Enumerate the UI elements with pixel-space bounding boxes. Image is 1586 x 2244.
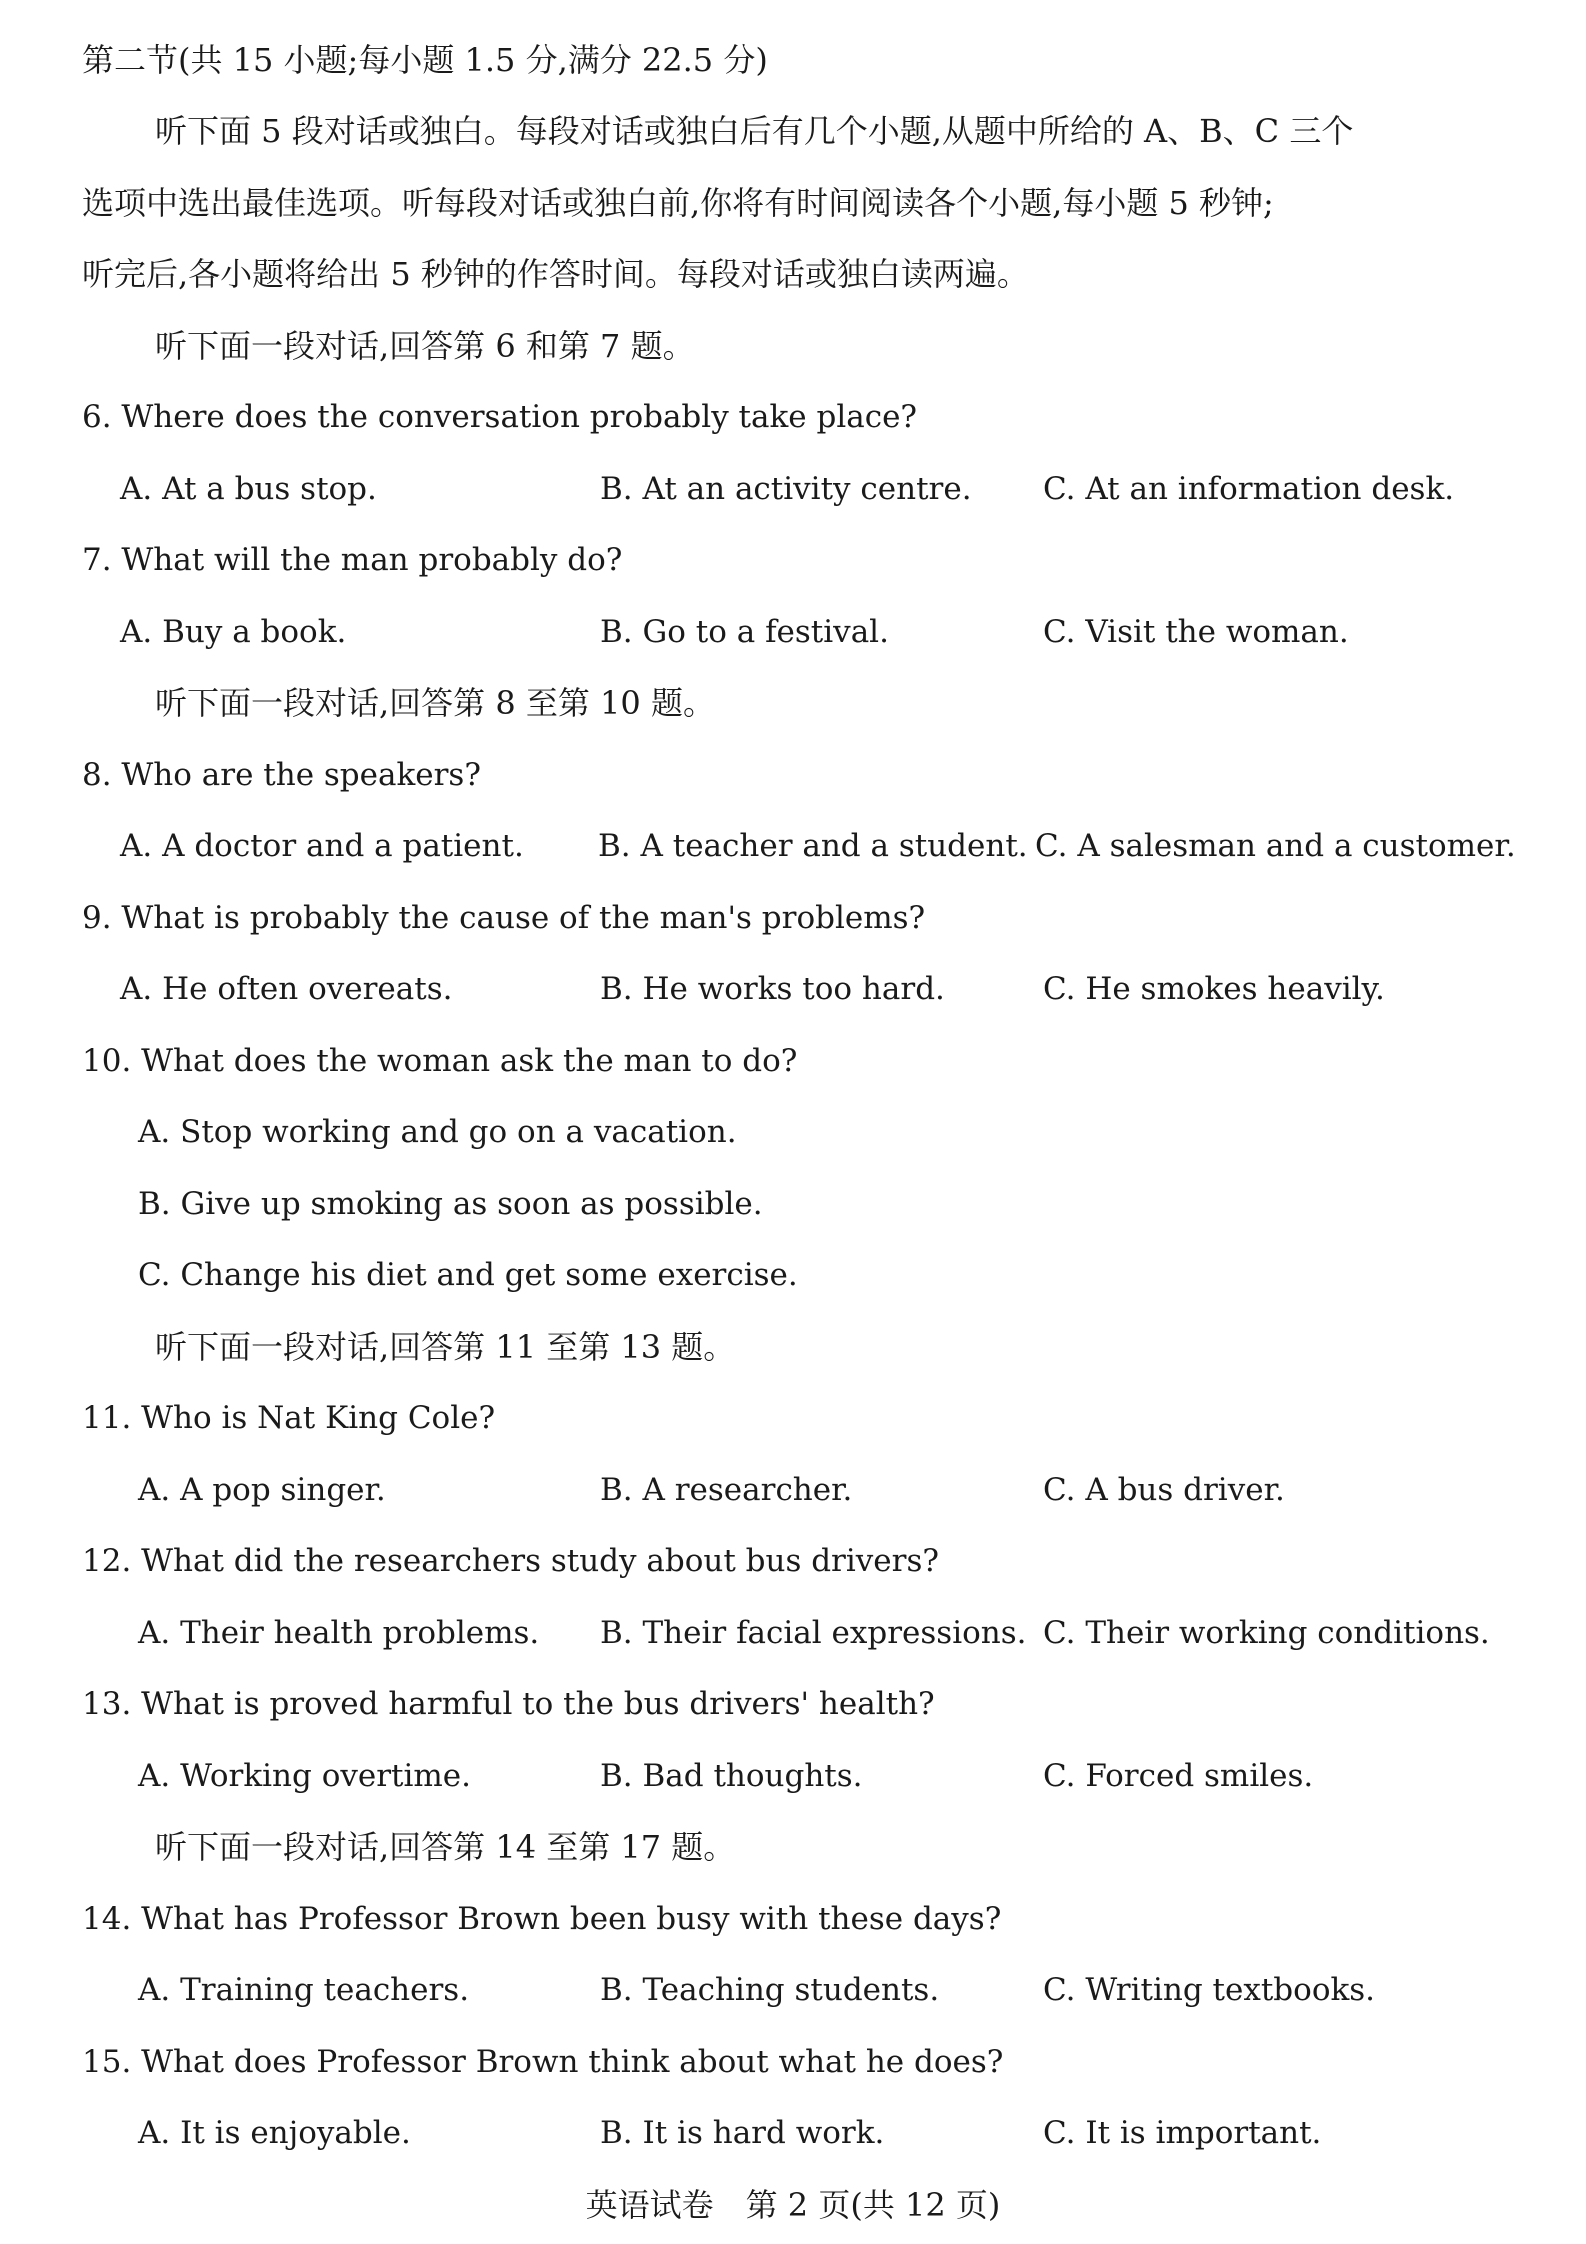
- question-9-option-b[interactable]: B. He works too hard.: [600, 971, 945, 1007]
- question-10-option-c[interactable]: C. Change his diet and get some exercise.: [138, 1257, 798, 1293]
- question-11-stem: 11. Who is Nat King Cole?: [82, 1400, 496, 1436]
- question-9-option-a[interactable]: A. He often overeats.: [120, 971, 453, 1007]
- question-6-option-a[interactable]: A. At a bus stop.: [120, 471, 377, 507]
- question-14-option-b[interactable]: B. Teaching students.: [600, 1972, 940, 2008]
- question-15-option-b[interactable]: B. It is hard work.: [600, 2115, 885, 2151]
- question-7-stem: 7. What will the man probably do?: [82, 542, 623, 578]
- group-instruction-11-13: 听下面一段对话,回答第 11 至第 13 题。: [155, 1328, 736, 1366]
- question-14-stem: 14. What has Professor Brown been busy with these days?: [82, 1901, 1002, 1937]
- question-13-stem: 13. What is proved harmful to the bus drivers' health?: [82, 1686, 935, 1722]
- question-6-option-b[interactable]: B. At an activity centre.: [600, 471, 972, 507]
- question-7-option-b[interactable]: B. Go to a festival.: [600, 614, 889, 650]
- question-6-option-c[interactable]: C. At an information desk.: [1043, 471, 1455, 507]
- question-15-stem: 15. What does Professor Brown think about what he does?: [82, 2044, 1004, 2080]
- question-15-option-c[interactable]: C. It is important.: [1043, 2115, 1322, 2151]
- instruction-line-3: 听完后,各小题将给出 5 秒钟的作答时间。每段对话或独白读两遍。: [82, 255, 1029, 293]
- group-instruction-6-7: 听下面一段对话,回答第 6 和第 7 题。: [155, 327, 695, 365]
- question-9-option-c[interactable]: C. He smokes heavily.: [1043, 971, 1385, 1007]
- question-11-option-c[interactable]: C. A bus driver.: [1043, 1472, 1285, 1508]
- question-7-option-a[interactable]: A. Buy a book.: [120, 614, 347, 650]
- question-13-option-a[interactable]: A. Working overtime.: [138, 1758, 472, 1794]
- question-7-option-c[interactable]: C. Visit the woman.: [1043, 614, 1349, 650]
- question-13-option-c[interactable]: C. Forced smiles.: [1043, 1758, 1314, 1794]
- instruction-line-1: 听下面 5 段对话或独白。每段对话或独白后有几个小题,从题中所给的 A、B、C 三个: [155, 112, 1354, 150]
- question-12-option-c[interactable]: C. Their working conditions.: [1043, 1615, 1490, 1651]
- question-15-option-a[interactable]: A. It is enjoyable.: [138, 2115, 411, 2151]
- question-12-option-b[interactable]: B. Their facial expressions.: [600, 1615, 1027, 1651]
- question-10-option-a[interactable]: A. Stop working and go on a vacation.: [138, 1114, 737, 1150]
- question-14-option-c[interactable]: C. Writing textbooks.: [1043, 1972, 1376, 2008]
- group-instruction-8-10: 听下面一段对话,回答第 8 至第 10 题。: [155, 684, 715, 722]
- instruction-line-2: 选项中选出最佳选项。听每段对话或独白前,你将有时间阅读各个小题,每小题 5 秒钟;: [82, 184, 1274, 222]
- question-11-option-a[interactable]: A. A pop singer.: [138, 1472, 386, 1508]
- question-13-option-b[interactable]: B. Bad thoughts.: [600, 1758, 863, 1794]
- section-heading: 第二节(共 15 小题;每小题 1.5 分,满分 22.5 分): [82, 41, 768, 79]
- question-8-option-b[interactable]: B. A teacher and a student.: [598, 828, 1028, 864]
- group-instruction-14-17: 听下面一段对话,回答第 14 至第 17 题。: [155, 1828, 736, 1866]
- question-6-stem: 6. Where does the conversation probably take place?: [82, 399, 918, 435]
- question-10-stem: 10. What does the woman ask the man to do?: [82, 1043, 798, 1079]
- question-12-option-a[interactable]: A. Their health problems.: [138, 1615, 540, 1651]
- question-9-stem: 9. What is probably the cause of the man's problems?: [82, 900, 926, 936]
- question-10-option-b[interactable]: B. Give up smoking as soon as possible.: [138, 1186, 763, 1222]
- question-12-stem: 12. What did the researchers study about bus drivers?: [82, 1543, 939, 1579]
- question-8-option-c[interactable]: C. A salesman and a customer.: [1035, 828, 1516, 864]
- question-14-option-a[interactable]: A. Training teachers.: [138, 1972, 470, 2008]
- question-8-option-a[interactable]: A. A doctor and a patient.: [120, 828, 524, 864]
- question-11-option-b[interactable]: B. A researcher.: [600, 1472, 853, 1508]
- page-footer: 英语试卷 第 2 页(共 12 页): [585, 2186, 1001, 2224]
- question-8-stem: 8. Who are the speakers?: [82, 757, 481, 793]
